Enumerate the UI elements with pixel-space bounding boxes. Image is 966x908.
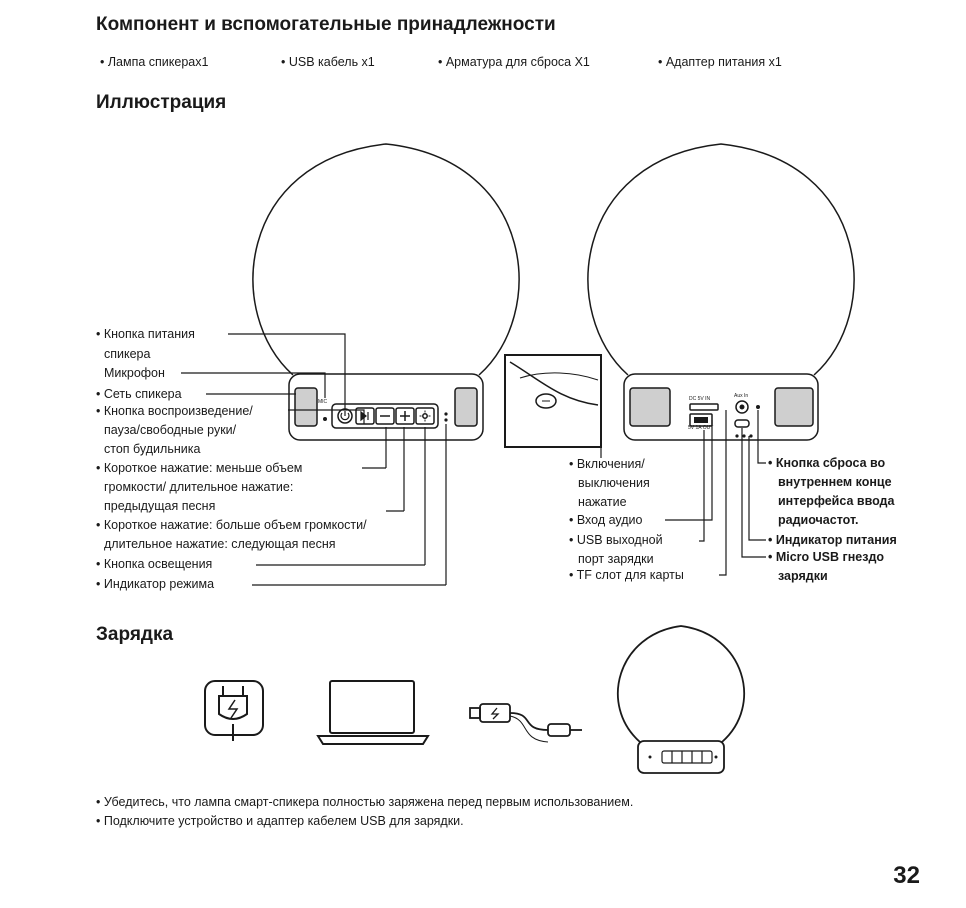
small-speaker-icon [618,626,744,773]
volume-up-icon [396,408,414,424]
label-switch-3: нажатие [578,495,627,509]
page-number: 32 [893,862,920,889]
label-tf-slot: • TF слот для карты [569,568,684,582]
light-button-icon [416,408,434,424]
label-microphone: Микрофон [104,366,165,380]
label-power-button-2: спикера [104,347,151,361]
power-button-icon [338,409,352,423]
label-usb-out-2: порт зарядки [578,552,654,566]
label-reset-2: внутреннем конце [778,475,892,489]
label-volume-down: • Короткое нажатие: меньше объем [96,461,303,475]
accessory-item: • Адаптер питания x1 [658,55,782,69]
label-micro-usb: • Micro USB гнездо [768,550,885,564]
label-play-pause: • Кнопка воспроизведение/ [96,404,253,418]
label-play-pause-3: стоп будильника [104,442,201,456]
label-micro-usb-2: зарядки [778,569,828,583]
detail-inset [505,355,601,447]
aux-mark: Aux In [734,393,749,399]
label-mode-indicator: • Индикатор режима [96,577,215,591]
micro-usb-port [735,420,749,427]
dc-in-mark: DC 5V IN [689,396,711,402]
label-speaker-grille: • Сеть спикера [96,387,182,401]
label-switch-2: выключения [578,476,650,490]
volume-down-icon [376,408,394,424]
label-reset: • Кнопка сброса во [768,456,886,470]
right-speaker-globe [588,144,854,375]
label-volume-up-2: длительное нажатие: следующая песня [104,537,336,551]
accessory-item: • Лампа спикерах1 [100,55,209,69]
heading-illustration: Иллюстрация [96,92,227,113]
label-usb-out: • USB выходной [569,533,663,547]
laptop-icon [318,681,428,744]
label-reset-3: интерфейса ввода [778,494,895,508]
label-power-indicator: • Индикатор питания [768,533,897,547]
label-volume-down-2: громкости/ длительное нажатие: [104,480,294,494]
label-volume-up: • Короткое нажатие: больше объем громкости/ [96,518,367,532]
tf-slot [690,404,718,410]
mic-mark: MIC [318,399,328,405]
accessory-item: • Арматура для сброса X1 [438,55,590,69]
heading-charging: Зарядка [96,624,174,645]
label-switch: • Включения/ [569,457,645,471]
note-usb-charging: • Подключите устройство и адаптер кабелем USB для зарядки. [96,814,464,828]
label-reset-4: радиочастот. [778,513,859,527]
accessory-item: • USB кабель x1 [281,55,375,69]
label-volume-down-3: предыдущая песня [104,499,216,513]
usb-cable-icon [470,704,582,742]
heading-components: Компонент и вспомогательные принадлежности [96,14,556,35]
label-light-button: • Кнопка освещения [96,557,213,571]
left-speaker-globe [253,144,519,375]
usb-port-mark: 5V 1A OUT [688,425,714,431]
power-adapter-icon [205,681,263,741]
note-fully-charged: • Убедитесь, что лампа смарт-спикера полностью заряжена перед первым использованием. [96,795,634,809]
label-power-button: • Кнопка питания [96,327,195,341]
label-audio-in: • Вход аудио [569,513,643,527]
label-play-pause-2: пауза/свободные руки/ [104,423,237,437]
